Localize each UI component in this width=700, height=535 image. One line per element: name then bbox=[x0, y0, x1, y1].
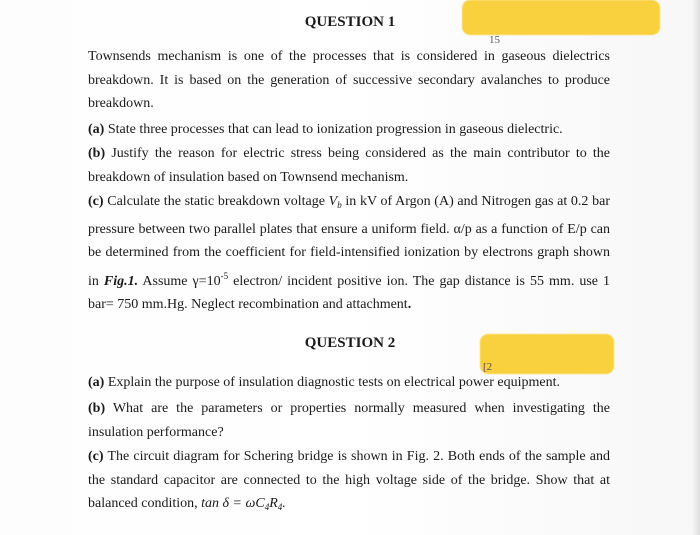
tan-delta-formula bbox=[201, 496, 286, 511]
question-2c-label: (c) bbox=[88, 449, 104, 464]
page-edge-shadow bbox=[692, 0, 700, 535]
question-2b-label: (b) bbox=[88, 401, 106, 416]
question-1-heading: QUESTION 1 bbox=[304, 14, 396, 30]
formula-part-1: tan δ = ωC bbox=[201, 496, 265, 512]
question-1-marks: 15 bbox=[489, 34, 500, 46]
redaction-highlight-1 bbox=[462, 0, 660, 35]
redaction-highlight-2 bbox=[480, 334, 614, 374]
question-2a bbox=[88, 371, 610, 395]
question-1c-end: . bbox=[407, 297, 412, 313]
question-2-heading: QUESTION 2 bbox=[304, 335, 396, 351]
question-1b-label: (b) bbox=[88, 146, 106, 161]
question-2b bbox=[88, 397, 610, 444]
question-1c-text-3: Assume γ=10 bbox=[138, 273, 221, 289]
question-1b bbox=[88, 142, 610, 189]
question-1c-text-4: electron/ incident positive ion. The gap distance is 55 mm. use 1 bar= 750 mm.Hg. Neglect recombination and attachment bbox=[88, 273, 611, 313]
question-2a-label: (a) bbox=[88, 375, 105, 390]
question-1c-text-1: Calculate the static breakdown voltage bbox=[107, 194, 329, 209]
formula-subscript-c: 4 bbox=[264, 502, 270, 513]
formula-subscript-r: 4 bbox=[277, 502, 283, 513]
formula-part-r: R bbox=[269, 496, 278, 512]
question-1c-text-2: in kV of Argon (A) and Nitrogen gas at 0.2 bar pressure between two parallel plates that ensure a uniform field. α/p as a function of E/p can be determined from the coefficient for field-intensified ionization by electrons graph shown in bbox=[88, 194, 611, 289]
question-1a-label: (a) bbox=[88, 122, 105, 137]
gamma-exponent: -5 bbox=[220, 270, 229, 281]
question-2a-text: Explain the purpose of insulation diagnostic tests on electrical power equipment. bbox=[107, 375, 560, 390]
question-1c bbox=[88, 190, 610, 317]
breakdown-voltage-symbol: V bbox=[328, 194, 338, 209]
question-1-intro: Townsends mechanism is one of the processes that is considered in gaseous dielectrics breakdown. It is based on the generation of successive secondary avalanches to produce breakdown. bbox=[88, 49, 610, 112]
question-2c bbox=[88, 445, 610, 520]
question-1a bbox=[88, 118, 610, 142]
question-1c-label: (c) bbox=[88, 194, 104, 209]
figure-1-reference: Fig.1. bbox=[103, 273, 139, 289]
question-1a-text: State three processes that can lead to ionization progression in gaseous dielectric. bbox=[107, 122, 563, 137]
question-1b-text: Justify the reason for electric stress being considered as the main contributor to the breakdown of insulation based on Townsend mechanism. bbox=[88, 146, 610, 185]
formula-end: . bbox=[282, 496, 286, 512]
question-2-marks: [2 bbox=[483, 361, 493, 373]
breakdown-voltage-subscript: b bbox=[337, 200, 342, 210]
question-2b-text: What are the parameters or properties normally measured when investigating the insulation performance? bbox=[88, 401, 611, 440]
question-2c-text: The circuit diagram for Schering bridge is shown in Fig. 2. Both ends of the sample and the standard capacitor are connected to the high voltage side of the bridge. Show that at balanced condition, bbox=[88, 449, 610, 512]
